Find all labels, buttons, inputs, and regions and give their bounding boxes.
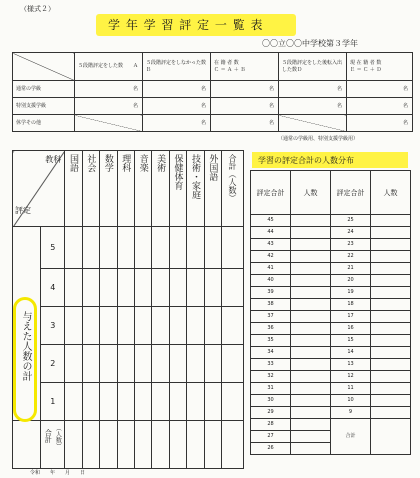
dist-right-count bbox=[371, 215, 411, 227]
grade-label: 5 bbox=[41, 227, 65, 269]
subject-col bbox=[204, 151, 221, 227]
dist-col-header: 人数 bbox=[371, 171, 411, 215]
dist-left-value: 44 bbox=[251, 227, 291, 239]
dist-left-value: 39 bbox=[251, 287, 291, 299]
dist-left-count bbox=[291, 407, 331, 419]
date-line: 令和 年 月 日 bbox=[30, 470, 86, 476]
dist-right-count bbox=[371, 275, 411, 287]
subject-col bbox=[100, 151, 117, 227]
dist-row bbox=[251, 419, 411, 431]
summary-header-c: 在 籍 者 数 Ｃ ＝ Ａ ＋ Ｂ bbox=[211, 53, 279, 81]
dist-left-value: 41 bbox=[251, 263, 291, 275]
dist-row bbox=[251, 251, 411, 263]
dist-row bbox=[251, 239, 411, 251]
unit-cell: 名 bbox=[143, 98, 211, 115]
unit-cell: 名 bbox=[75, 98, 143, 115]
dist-right-count bbox=[371, 239, 411, 251]
dist-left-value: 45 bbox=[251, 215, 291, 227]
unit-cell: 名 bbox=[279, 98, 347, 115]
dist-right-value: 17 bbox=[331, 311, 371, 323]
dist-right-count bbox=[371, 371, 411, 383]
dist-right-count bbox=[371, 251, 411, 263]
dist-right-count bbox=[371, 287, 411, 299]
subject-label: 保健体育 bbox=[172, 154, 183, 190]
dist-right-value: 23 bbox=[331, 239, 371, 251]
dist-left-count bbox=[291, 383, 331, 395]
dist-row bbox=[251, 383, 411, 395]
dist-left-count bbox=[291, 299, 331, 311]
grade-row bbox=[13, 269, 244, 307]
dist-right-value: 24 bbox=[331, 227, 371, 239]
dist-left-count bbox=[291, 251, 331, 263]
summary-header-d: ５段階評定をした後転入出した数Ｄ bbox=[279, 53, 347, 81]
dist-left-value: 37 bbox=[251, 311, 291, 323]
dist-col-header: 評定合計 bbox=[331, 171, 371, 215]
dist-right-value: 14 bbox=[331, 347, 371, 359]
side-label: 与えた人数の計 bbox=[20, 311, 31, 381]
unit-cell: 名 bbox=[347, 98, 413, 115]
dist-left-value: 26 bbox=[251, 443, 291, 455]
grade-label: 3 bbox=[41, 307, 65, 345]
unit-cell: 名 bbox=[347, 115, 413, 132]
dist-left-count bbox=[291, 371, 331, 383]
side-label-cell bbox=[13, 227, 41, 421]
grade-row bbox=[13, 307, 244, 345]
dist-left-value: 34 bbox=[251, 347, 291, 359]
summary-corner bbox=[13, 53, 75, 81]
dist-left-value: 38 bbox=[251, 299, 291, 311]
dist-left-count bbox=[291, 443, 331, 455]
dist-right-value: 9 bbox=[331, 407, 371, 419]
dist-right-count bbox=[371, 263, 411, 275]
dist-left-count bbox=[291, 227, 331, 239]
subject-col bbox=[82, 151, 99, 227]
dist-row bbox=[251, 287, 411, 299]
unit-cell: 名 bbox=[143, 81, 211, 98]
dist-row bbox=[251, 275, 411, 287]
unit-cell: 名 bbox=[347, 81, 413, 98]
dist-row bbox=[251, 215, 411, 227]
dist-row bbox=[251, 335, 411, 347]
dist-right-count bbox=[371, 299, 411, 311]
dist-left-value: 42 bbox=[251, 251, 291, 263]
dist-right-count bbox=[371, 347, 411, 359]
row-label-leave: 休学その他 bbox=[13, 115, 75, 132]
dist-left-value: 35 bbox=[251, 335, 291, 347]
dist-row bbox=[251, 227, 411, 239]
slash-cell bbox=[279, 115, 347, 132]
dist-left-value: 31 bbox=[251, 383, 291, 395]
slash-cell bbox=[75, 115, 143, 132]
dist-right-value: 13 bbox=[331, 359, 371, 371]
grade-label: 1 bbox=[41, 383, 65, 421]
dist-title: 学習の評定合計の人数分布 bbox=[258, 156, 354, 165]
subject-label: 技術・家庭 bbox=[189, 154, 200, 199]
row-total-cell bbox=[41, 421, 65, 469]
rating-header: 評定 bbox=[15, 206, 31, 215]
dist-left-count bbox=[291, 347, 331, 359]
subject-label: 国語 bbox=[68, 154, 78, 172]
dist-col-header: 人数 bbox=[291, 171, 331, 215]
dist-row bbox=[251, 263, 411, 275]
subject-col bbox=[134, 151, 151, 227]
grade-row bbox=[13, 383, 244, 421]
dist-left-count bbox=[291, 359, 331, 371]
subject-label: 美術 bbox=[155, 154, 166, 172]
dist-row bbox=[251, 323, 411, 335]
page-title: 学 年 学 習 評 定 一 覧 表 bbox=[108, 18, 264, 32]
subject-col bbox=[187, 151, 204, 227]
subject-label: 音楽 bbox=[137, 154, 148, 172]
summary-table bbox=[12, 52, 413, 132]
dist-left-value: 43 bbox=[251, 239, 291, 251]
grade-label: 4 bbox=[41, 269, 65, 307]
subject-header: 教科 bbox=[45, 155, 62, 164]
dist-col-header: 評定合計 bbox=[251, 171, 291, 215]
total-header: 合計（人数） bbox=[228, 154, 238, 202]
dist-right-value: 16 bbox=[331, 323, 371, 335]
dist-right-value: 11 bbox=[331, 383, 371, 395]
dist-right-count bbox=[371, 335, 411, 347]
dist-left-count bbox=[291, 431, 331, 443]
dist-left-count bbox=[291, 239, 331, 251]
dist-row bbox=[251, 311, 411, 323]
dist-row bbox=[251, 347, 411, 359]
dist-right-value: 10 bbox=[331, 395, 371, 407]
dist-row bbox=[251, 359, 411, 371]
dist-left-value: 40 bbox=[251, 275, 291, 287]
subject-col bbox=[117, 151, 134, 227]
unit-cell: 名 bbox=[211, 98, 279, 115]
dist-right-count bbox=[371, 227, 411, 239]
total-col bbox=[222, 151, 244, 227]
dist-left-count bbox=[291, 275, 331, 287]
distribution-table bbox=[250, 170, 411, 455]
dist-right-value: 20 bbox=[331, 275, 371, 287]
summary-header-a: ５段階評定をした数 Ａ bbox=[75, 53, 143, 81]
rating-grid bbox=[12, 150, 244, 469]
row-label-regular: 通常の学級 bbox=[13, 81, 75, 98]
subject-col bbox=[65, 151, 82, 227]
dist-left-value: 36 bbox=[251, 323, 291, 335]
dist-left-value: 29 bbox=[251, 407, 291, 419]
dist-left-count bbox=[291, 335, 331, 347]
row-total-label: 合計 bbox=[44, 429, 53, 443]
dist-row bbox=[251, 371, 411, 383]
dist-left-count bbox=[291, 287, 331, 299]
subject-col bbox=[152, 151, 169, 227]
dist-right-total-count bbox=[371, 419, 411, 455]
subject-label: 数学 bbox=[102, 154, 113, 172]
unit-cell: 名 bbox=[211, 81, 279, 98]
dist-right-value: 19 bbox=[331, 287, 371, 299]
row-total-sub: （人数） bbox=[54, 425, 62, 449]
grid-corner bbox=[13, 151, 65, 227]
dist-left-count bbox=[291, 263, 331, 275]
dist-right-count bbox=[371, 359, 411, 371]
school-name: 〇〇立〇〇中学校第３学年 bbox=[262, 39, 358, 48]
dist-left-count bbox=[291, 215, 331, 227]
dist-left-value: 30 bbox=[251, 395, 291, 407]
dist-left-value: 32 bbox=[251, 371, 291, 383]
grid-total-row bbox=[13, 421, 244, 469]
dist-left-count bbox=[291, 311, 331, 323]
dist-right-total: 合計 bbox=[331, 419, 371, 455]
dist-left-value: 28 bbox=[251, 419, 291, 431]
dist-right-value: 12 bbox=[331, 371, 371, 383]
empty-cell bbox=[13, 421, 41, 469]
dist-right-count bbox=[371, 311, 411, 323]
dist-left-count bbox=[291, 395, 331, 407]
summary-header-e: 現 在 籍 者 数 Ｅ ＝ Ｃ ＋ Ｄ bbox=[347, 53, 413, 81]
dist-row bbox=[251, 407, 411, 419]
summary-header-b: ５段階評定をしなかった数 Ｂ bbox=[143, 53, 211, 81]
grade-row bbox=[13, 345, 244, 383]
dist-row bbox=[251, 299, 411, 311]
dist-left-count bbox=[291, 323, 331, 335]
dist-right-value: 25 bbox=[331, 215, 371, 227]
dist-row bbox=[251, 395, 411, 407]
unit-cell: 名 bbox=[211, 115, 279, 132]
dist-right-value: 18 bbox=[331, 299, 371, 311]
dist-right-count bbox=[371, 323, 411, 335]
subject-label: 理科 bbox=[120, 154, 131, 172]
dist-right-value: 21 bbox=[331, 263, 371, 275]
subject-label: 社会 bbox=[85, 154, 96, 172]
subject-col bbox=[169, 151, 186, 227]
unit-cell: 名 bbox=[75, 81, 143, 98]
grade-row bbox=[13, 227, 244, 269]
unit-cell: 名 bbox=[279, 81, 347, 98]
row-label-special: 特別支援学級 bbox=[13, 98, 75, 115]
dist-right-count bbox=[371, 383, 411, 395]
dist-right-value: 22 bbox=[331, 251, 371, 263]
grade-label: 2 bbox=[41, 345, 65, 383]
dist-left-count bbox=[291, 419, 331, 431]
form-label: （様式２） bbox=[20, 5, 55, 13]
dist-left-value: 27 bbox=[251, 431, 291, 443]
dist-right-value: 15 bbox=[331, 335, 371, 347]
summary-note: （通常の学級用、特別支援学級用） bbox=[278, 136, 359, 142]
dist-right-count bbox=[371, 407, 411, 419]
subject-label: 外国語 bbox=[207, 154, 218, 181]
unit-cell: 名 bbox=[143, 115, 211, 132]
dist-left-value: 33 bbox=[251, 359, 291, 371]
dist-right-count bbox=[371, 395, 411, 407]
